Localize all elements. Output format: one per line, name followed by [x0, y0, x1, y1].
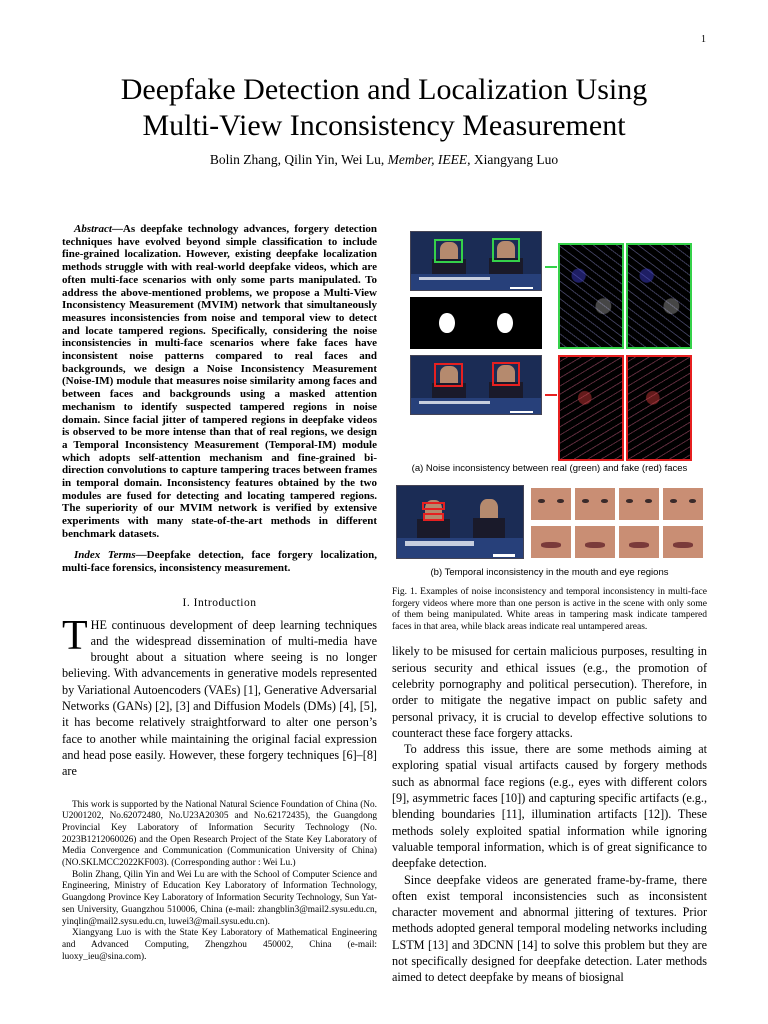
eye-region-box	[422, 502, 445, 511]
video-frame-real	[410, 231, 542, 291]
eye-crop	[530, 487, 572, 521]
index-terms	[62, 549, 377, 575]
index-terms-lead: Index Terms	[74, 548, 136, 561]
section-heading-introduction: I. Introduction	[182, 596, 257, 609]
mouth	[629, 542, 649, 548]
footnote-funding: This work is supported by the National Natural Science Foundation of China (No. U2001202, No.62072480, No.U23A20305 and No.62172435), the Guangdong Provincial Key Laboratory of Information Security Technology (No. 2023B1212060026) and the Open Research Project of the State Key Laboratory of Media Convergence and Communication (Communication University of China) (NO.SKLMCC2022KF003). (Corresponding author : Wei Lu.)	[62, 799, 377, 869]
noise-map-real	[558, 243, 624, 349]
arrow-green	[545, 266, 557, 268]
abstract-lead: Abstract	[74, 223, 112, 235]
paragraph: likely to be misused for certain malicious purposes, resulting in serious security and ethical issues (e.g., the promotion of celebrity pornography and political persecution). Therefore, in order to mitigate the negative impact on public safety and personal privacy, it is crucial to develop effective solutions to counteract these face forgery attacks.	[392, 644, 707, 740]
news-banner	[411, 398, 541, 414]
eye	[538, 499, 544, 503]
eye-crop	[574, 487, 616, 521]
footnotes	[62, 800, 377, 964]
noise-map-real	[626, 243, 692, 349]
authors-last: , Xiangyang Luo	[467, 152, 559, 167]
page-number: 1	[701, 34, 706, 45]
eye	[670, 499, 676, 503]
eye	[626, 499, 632, 503]
subfigure-caption-a: (a) Noise inconsistency between real (green) and fake (red) faces	[411, 463, 688, 474]
mouth	[541, 542, 561, 548]
intro-paragraph	[62, 612, 377, 780]
eye	[689, 499, 695, 503]
mouth-crop	[618, 525, 660, 559]
mouth-crop	[530, 525, 572, 559]
news-banner	[397, 538, 523, 558]
eye-crop	[662, 487, 704, 521]
eye	[645, 499, 651, 503]
authors-member: Member, IEEE	[387, 152, 468, 167]
mouth-crop	[574, 525, 616, 559]
eye-crop	[618, 487, 660, 521]
news-banner	[411, 274, 541, 290]
video-frame-temporal	[396, 485, 524, 559]
figure-1	[392, 223, 707, 578]
intro-paragraph-text: HE continuous development of deep learning techniques and the widespread dissemination of multi-media have brought about a situation where seeing is no longer believing. With advancements in generative models represented by Variational Autoencoders (VAEs) [1], Generative Adversarial Networks (GANs) [2], [3] and Diffusion Models (DMs) [4], [5], it has become relatively straightforward to alter one person’s face to another while maintaining the original facial expression and head pose easily. However, these forgery techniques [6]–[8] are	[62, 617, 377, 779]
real-face-box	[492, 238, 521, 262]
paragraph: To address this issue, there are some methods aiming at exploring spatial visual artifacts caused by forgery methods such as abnormal face regions (e.g., eyes with different colors [9], asymmetric faces [10]) and capturing specific artifacts (e.g., blending boundaries [11], illumination artifacts [12]). These methods solely exploited spatial information while ignoring valuable temporal information, which is of great significance to deepfake detection.	[392, 742, 707, 871]
footnote-affiliation-2: Xiangyang Luo is with the State Key Laboratory of Mathematical Engineering and Advanced Computing, Zhengzhou 450002, China (e-mail: luoxy_ieu@sina.com).	[62, 928, 377, 962]
figure-caption: Fig. 1. Examples of noise inconsistency and temporal inconsistency in multi-face forgery videos where more than one person is active in the scene with only some of them being manipulated. White areas in tampering mask indicate tampered faces in that area, while black areas indicate real untampered areas.	[392, 587, 707, 632]
footnote-affiliation-1: Bolin Zhang, Qilin Yin and Wei Lu are with the School of Computer Science and Engineering, Ministry of Education Key Laboratory of Information Technology, Guangdong Province Key Laboratory of Information Security Technology, Sun Yat-sen University, Guangzhou 510006, China (e-mail: zhangblin3@mail2.sysu.edu.cn, yinqlin@mail2.sysu.edu.cn, luwei3@mail.sysu.edu.cn).	[62, 869, 377, 927]
mask-region	[497, 313, 513, 334]
eye	[601, 499, 607, 503]
mouth	[585, 542, 605, 548]
abstract	[62, 223, 377, 541]
paper-title	[40, 72, 728, 144]
introduction-text	[62, 612, 377, 780]
tampering-mask	[410, 297, 542, 349]
eye	[582, 499, 588, 503]
mouth	[673, 542, 693, 548]
noise-map-fake	[558, 355, 624, 461]
channel-logo	[510, 287, 533, 289]
subfigure-caption-b: (b) Temporal inconsistency in the mouth and eye regions	[430, 567, 669, 578]
paragraph: Since deepfake videos are generated frame-by-frame, there often exist temporal inconsistencies such as inconsistent character movement and abnormal jittering of textures. Prior methods adopted general temporal modeling networks including LSTM [13] and 3DCNN [14] to solve this problem but they are not specifically designed for deepfake detection. Later methods aimed to detect deepfake by means of biosignal	[392, 872, 707, 985]
drop-cap: T	[62, 612, 88, 659]
mouth-crop	[662, 525, 704, 559]
arrow-red	[545, 394, 557, 396]
authors-names: Bolin Zhang, Qilin Yin, Wei Lu,	[209, 152, 388, 167]
channel-logo	[510, 411, 533, 413]
video-frame-fake	[410, 355, 542, 415]
mouth-region-box	[423, 513, 443, 520]
fake-face-box	[434, 363, 463, 387]
mask-region	[439, 313, 455, 334]
author-list	[40, 152, 728, 168]
title-line-1: Deepfake Detection and Localization Using	[120, 73, 648, 106]
index-terms-body: —Deepfake detection, face forgery localization, multi-face forensics, inconsistency measurement.	[62, 548, 377, 574]
title-line-2: Multi-View Inconsistency Measurement	[142, 109, 626, 142]
right-column-text	[392, 643, 707, 985]
figure-1a	[410, 231, 692, 476]
noise-map-fake	[626, 355, 692, 461]
channel-logo	[493, 554, 516, 557]
left-column	[62, 223, 377, 963]
fake-face-box	[492, 362, 521, 386]
abstract-body: —As deepfake technology advances, forgery detection techniques have evolved beyond simple classification to include fine-grained localization. However, existing deepfake localization methods struggle with with real-world deepfake videos, which are often multi-face scenarios with only some parts manipulated. To address the above-mentioned problems, we propose a Multi-View Inconsistency Measurement (MVIM) network that simultaneously measures inconsistencies from noise and temporal view to detect and locate tampered regions. Specifically, considering the noise inconsistencies in multi-face scenarios where fake faces have inconsistent noise patterns compared to real faces and backgrounds, we design a Noise Inconsistency Measurement (Noise-IM) module that measures noise similarity among faces and between faces and backgrounds using a masked attention mechanism to identify suspected tampered regions in noise domain. Since facial jitter of tampered regions in deepfake videos is observed to be more intense than that of real regions, we design a Temporal Inconsistency Measurement (Temporal-IM) module which adopts self-attention mechanism and fine-grained bi-direction convolutions to capture tampering traces between frames in temporal domain. Inconsistency features obtained by the two modules are fused for detecting and locating tampered regions. The superiority of our MVIM network is verified by extensive experiments with many state-of-the-art methods in different benchmark datasets.	[62, 223, 377, 540]
eye	[557, 499, 563, 503]
body	[473, 518, 506, 540]
real-face-box	[434, 239, 463, 263]
right-column	[392, 223, 707, 986]
